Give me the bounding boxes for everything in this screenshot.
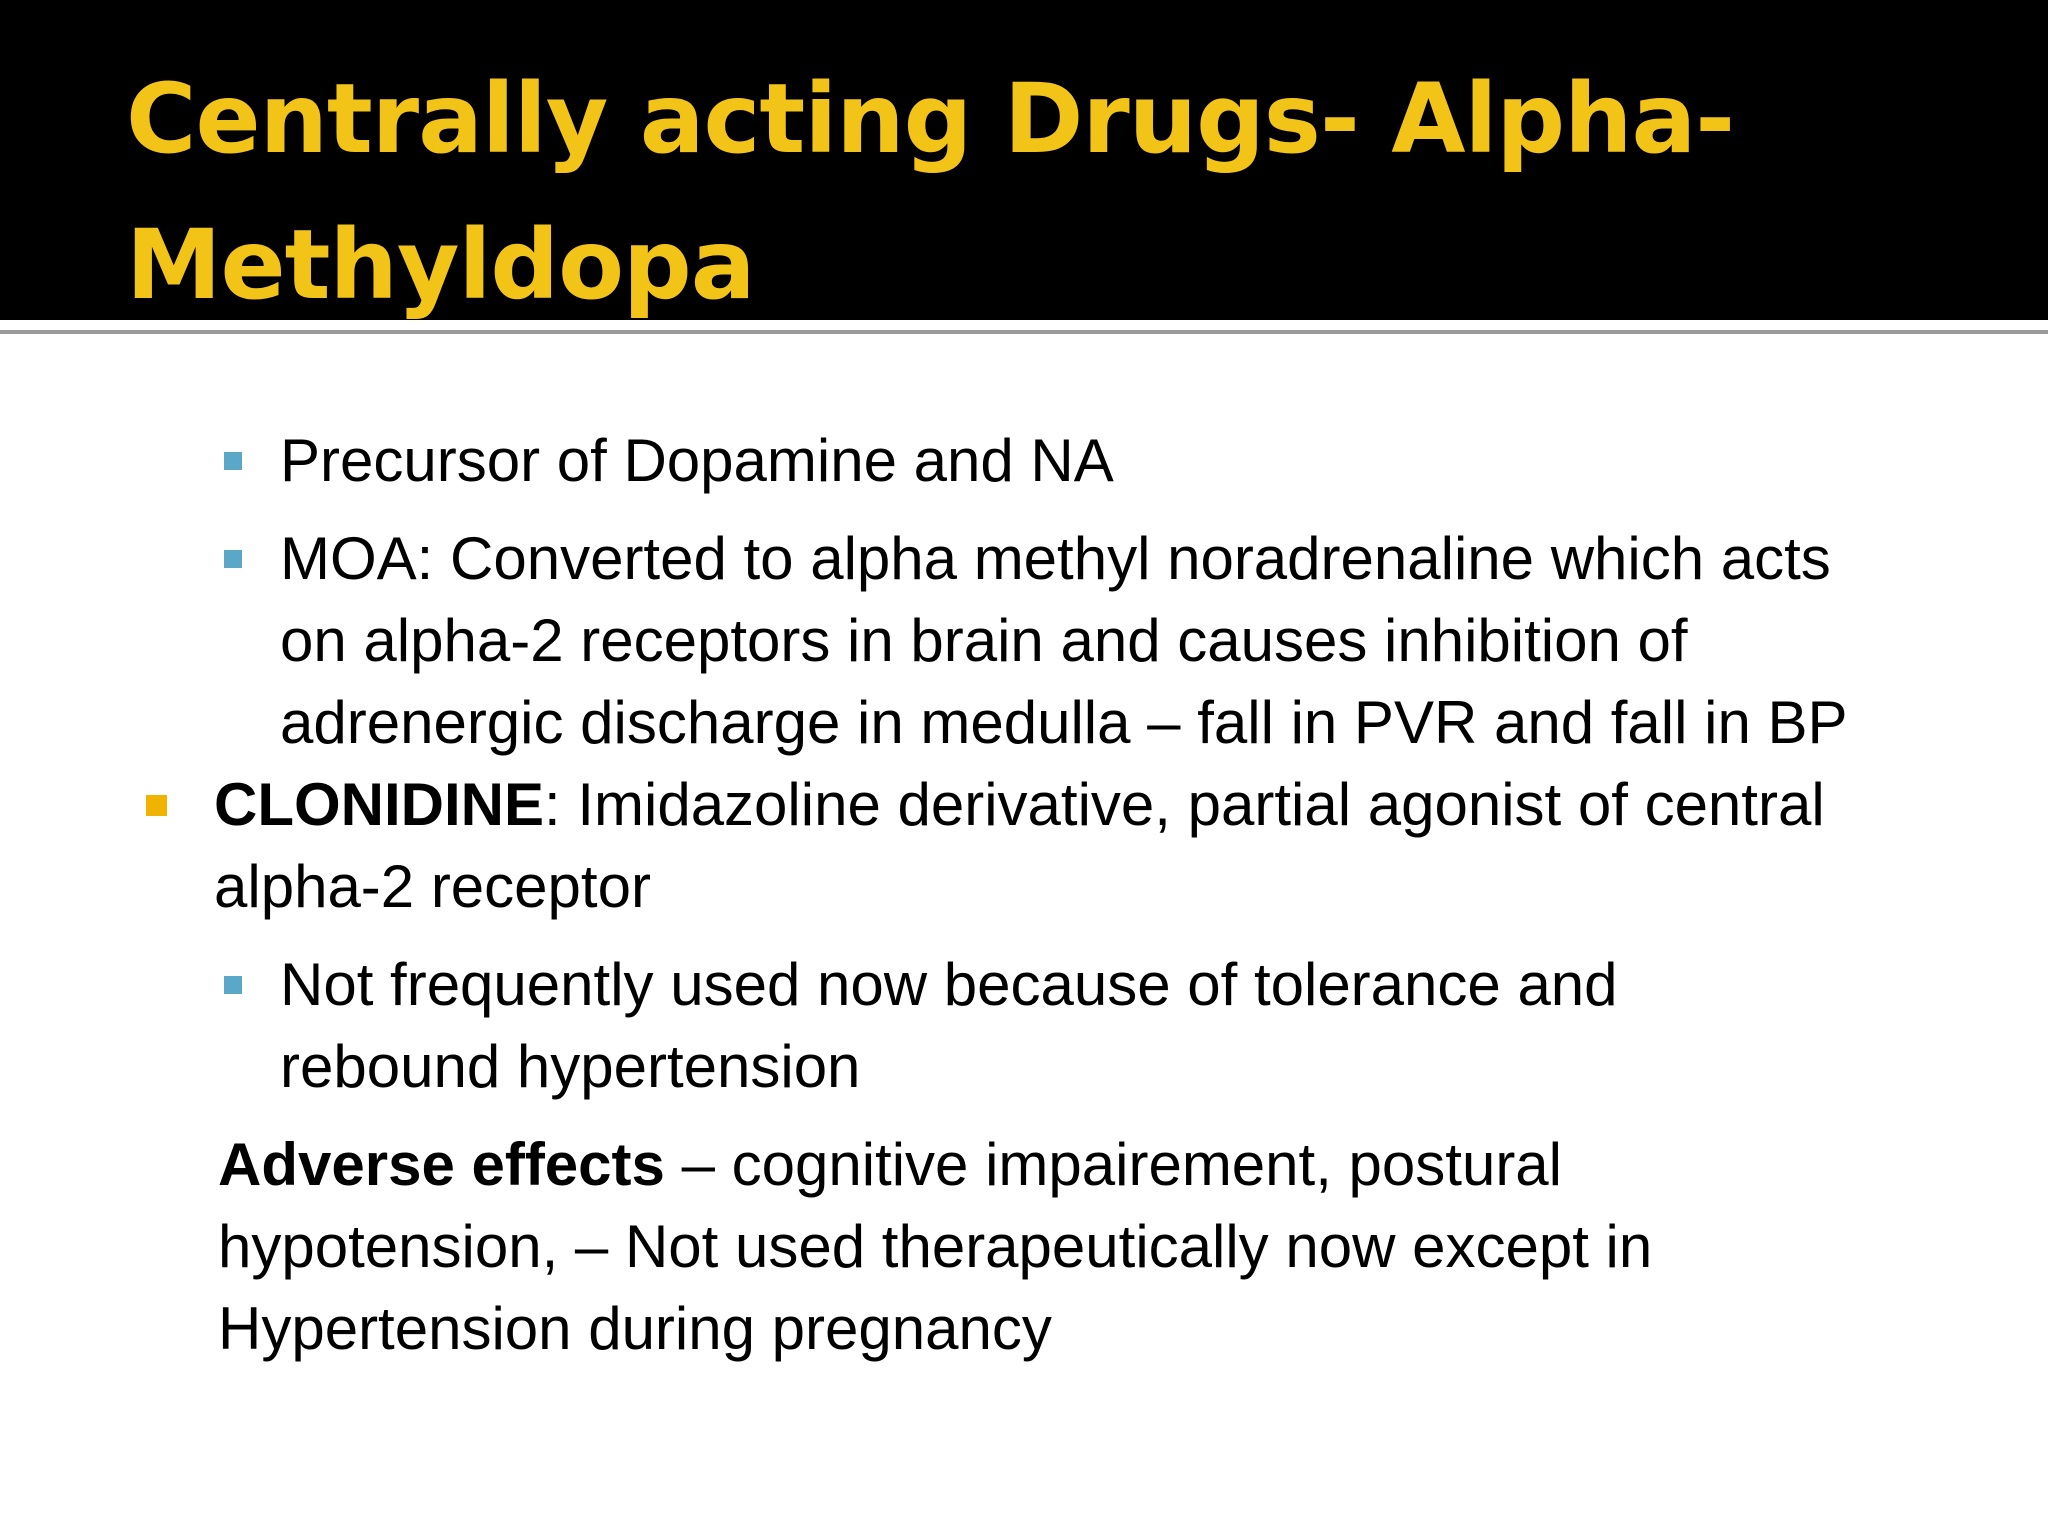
adverse-effects-label: Adverse effects xyxy=(218,1131,665,1198)
bullet-precursor: Precursor of Dopamine and NA xyxy=(280,427,1114,494)
sub-bullet-marker xyxy=(224,976,242,994)
adverse-effects-text: – cognitive impairement, postural xyxy=(664,1131,1563,1198)
sub-bullet-marker xyxy=(224,452,242,470)
bullet-clonidine-line-1 xyxy=(214,764,1825,846)
bullet-moa-line-2: on alpha-2 receptors in brain and causes inhibition of xyxy=(280,607,1688,674)
clonidine-description: : Imidazoline derivative, partial agonist of central xyxy=(544,771,1825,838)
slide-title-line-1: Centrally acting Drugs- Alpha- xyxy=(126,63,1735,175)
slide-title xyxy=(126,46,1986,338)
title-bar xyxy=(0,0,2048,320)
bullet-moa-line-1: MOA: Converted to alpha methyl noradrenaline which acts xyxy=(280,525,1831,592)
bullet-clonidine-line-2: alpha-2 receptor xyxy=(214,853,651,920)
adverse-effects-line-3: Hypertension during pregnancy xyxy=(218,1295,1052,1362)
adverse-effects-line-1 xyxy=(218,1124,1562,1206)
bullet-not-frequently-line-1: Not frequently used now because of tolerance and xyxy=(280,951,1618,1018)
bullet-not-frequently-line-2: rebound hypertension xyxy=(280,1033,861,1100)
sub-bullet-marker xyxy=(224,550,242,568)
slide-title-line-2: Methyldopa xyxy=(126,209,755,321)
title-divider xyxy=(0,330,2048,334)
clonidine-label: CLONIDINE xyxy=(214,771,544,838)
adverse-effects-line-2: hypotension, – Not used therapeutically now except in xyxy=(218,1213,1653,1280)
bullet-moa-line-3: adrenergic discharge in medulla – fall in PVR and fall in BP xyxy=(280,689,1848,756)
main-bullet-marker xyxy=(146,795,167,816)
